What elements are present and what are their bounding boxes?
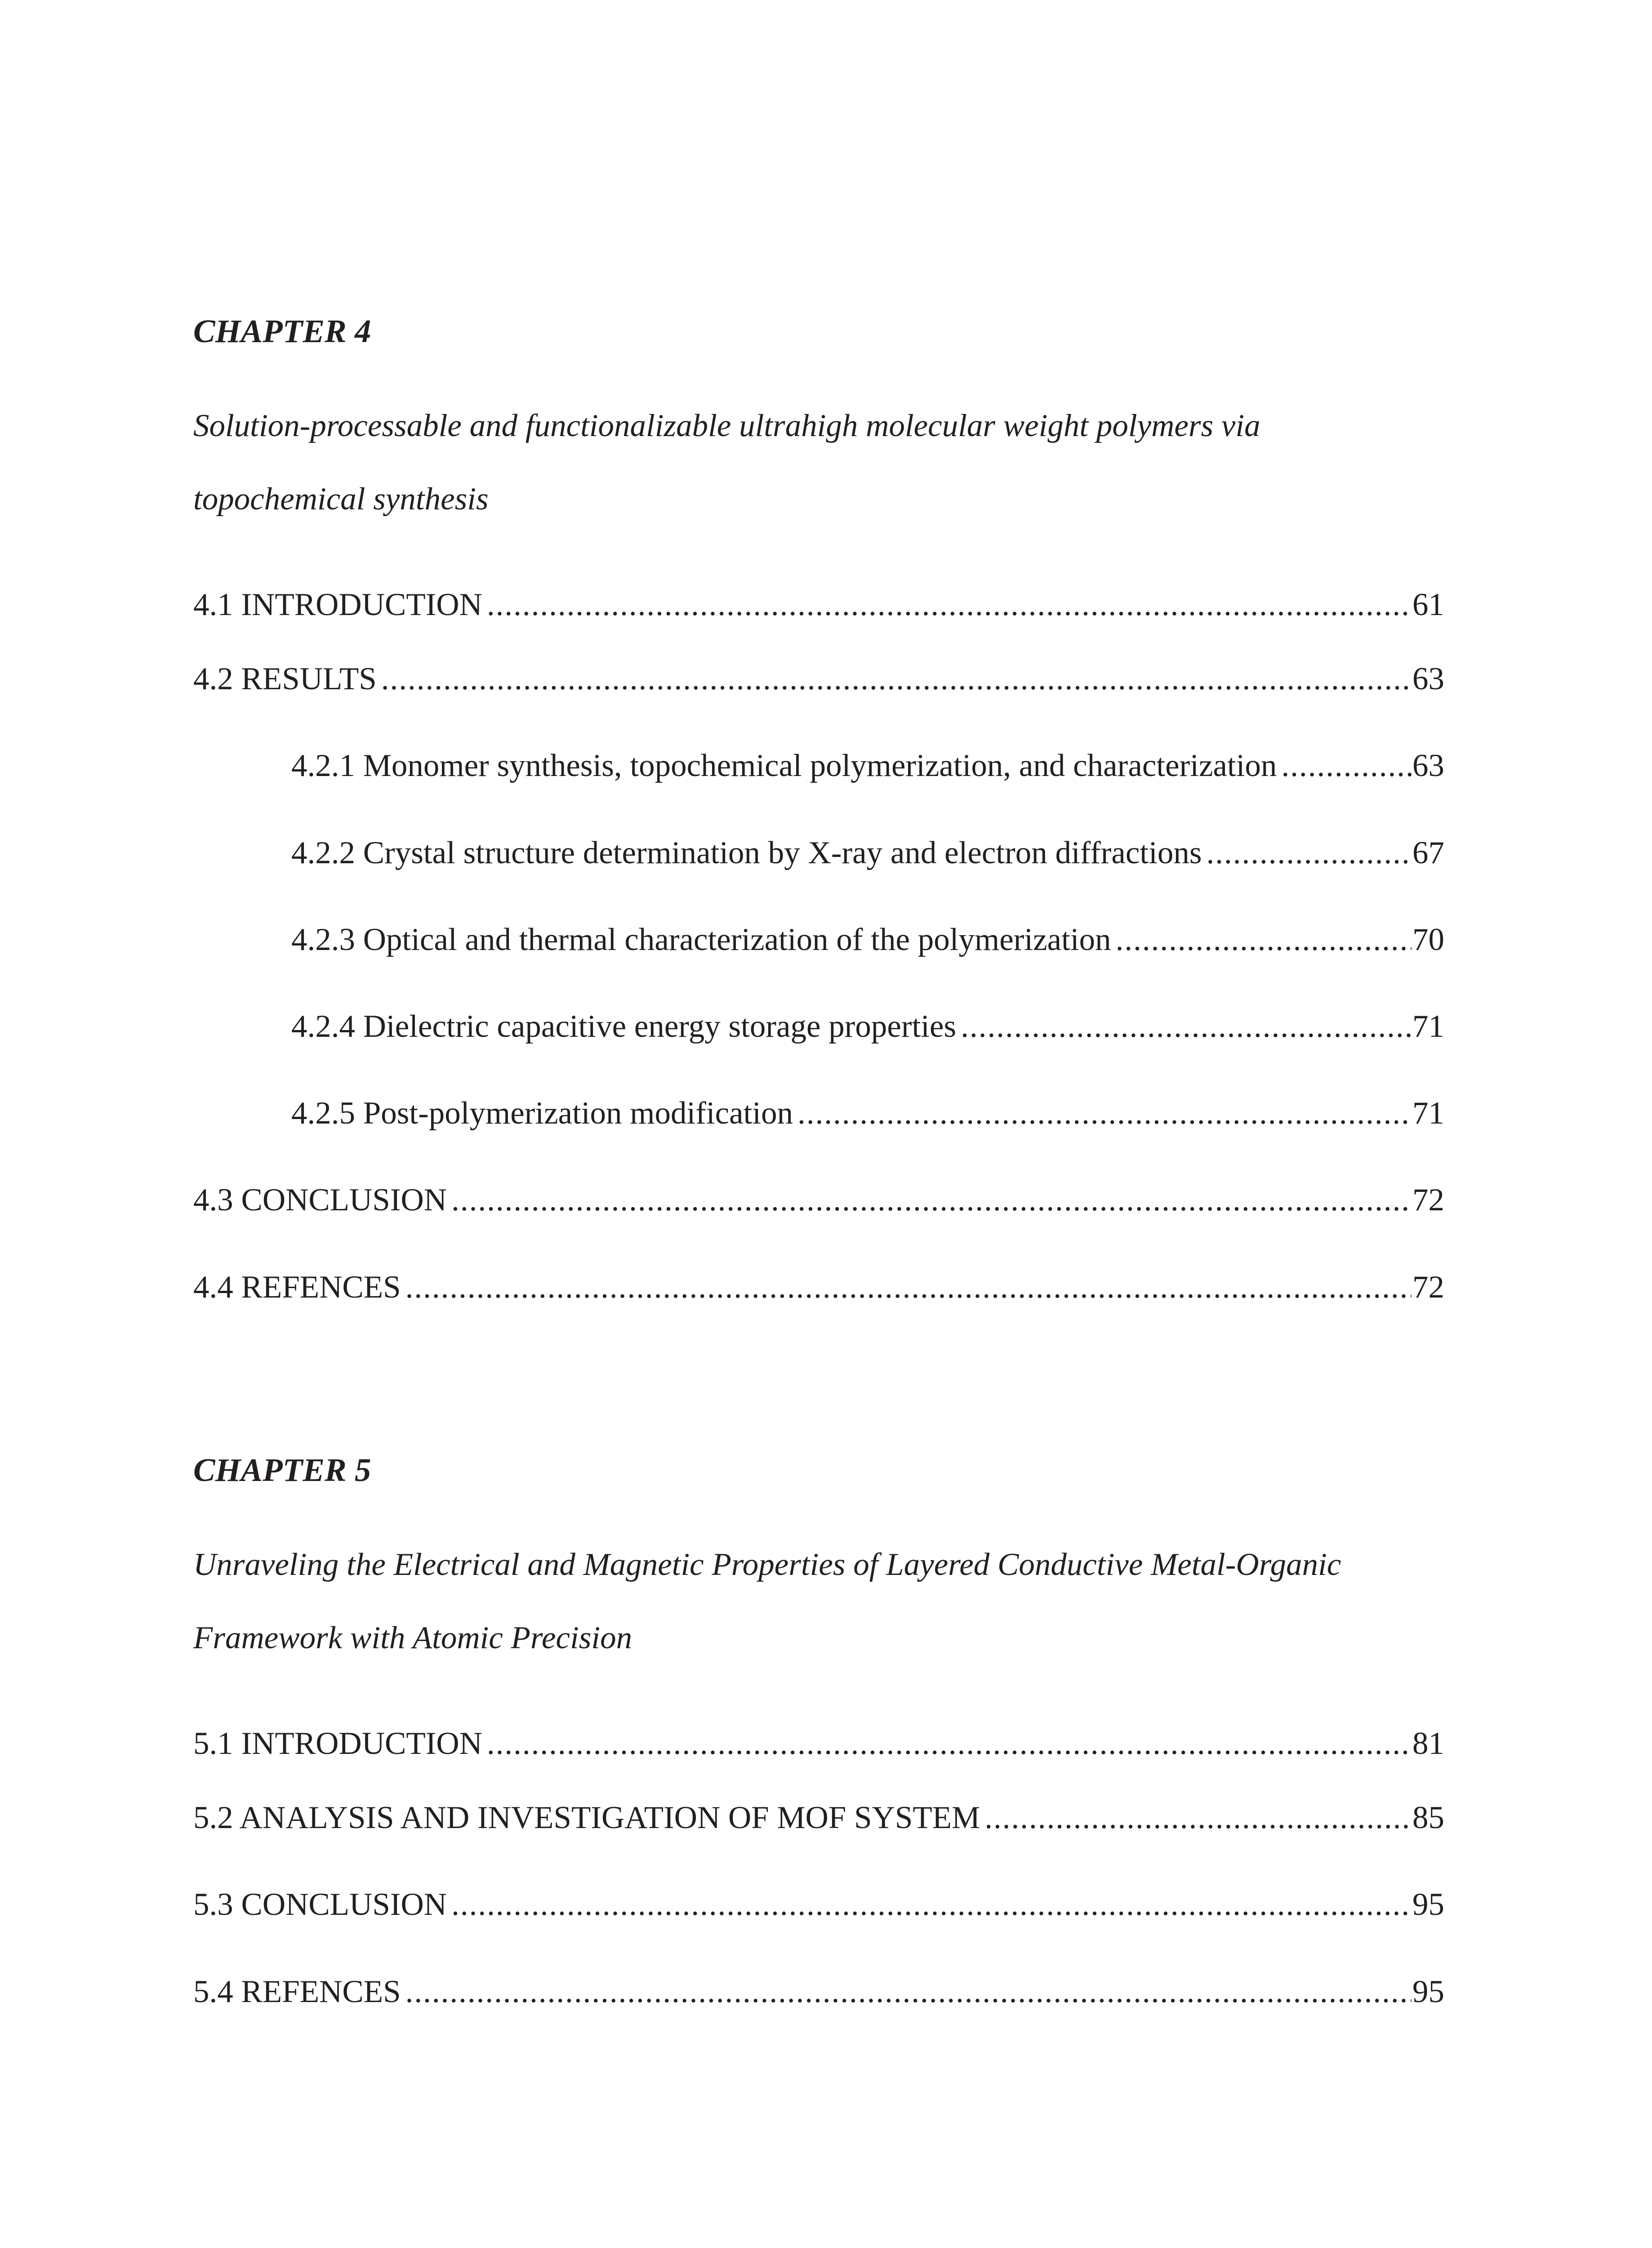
dot-leader (451, 1889, 1412, 1921)
chapter-title-line: Solution-processable and functionalizable ultrahigh molecular weight polymers via (193, 408, 1260, 443)
toc-entry-label: 5.4 REFENCES (193, 1974, 401, 2009)
toc-entry[interactable] (291, 1097, 1444, 1129)
toc-entry-label: 4.2.5 Post-polymerization modification (291, 1096, 793, 1131)
toc-entry-page: 72 (1412, 1182, 1444, 1218)
toc-entry-page: 81 (1412, 1726, 1444, 1761)
toc-entry[interactable] (193, 1802, 1444, 1834)
toc-entry-page: 61 (1412, 587, 1444, 622)
chapter-heading: CHAPTER 4 (193, 313, 371, 349)
toc-entry-label: 5.1 INTRODUCTION (193, 1726, 482, 1761)
toc-entry[interactable] (291, 924, 1444, 956)
toc-entry-label: 4.2.3 Optical and thermal characterization of the polymerization (291, 922, 1111, 957)
toc-entry-label: 4.2.4 Dielectric capacitive energy storage properties (291, 1009, 957, 1044)
toc-entry-label: 4.1 INTRODUCTION (193, 587, 482, 622)
toc-entry[interactable] (193, 1889, 1444, 1921)
chapter-heading: CHAPTER 5 (193, 1452, 371, 1488)
toc-entry-label: 4.4 REFENCES (193, 1270, 401, 1305)
toc-entry-page: 95 (1412, 1887, 1444, 1922)
toc-entry-label: 4.3 CONCLUSION (193, 1182, 447, 1218)
dot-leader (487, 589, 1412, 621)
toc-entry[interactable] (291, 837, 1444, 869)
toc-entry-page: 63 (1412, 748, 1444, 783)
toc-entry-page: 70 (1412, 922, 1444, 957)
toc-entry-page: 71 (1412, 1096, 1444, 1131)
dot-leader (405, 1271, 1412, 1303)
chapter-title-line: Unraveling the Electrical and Magnetic Properties of Layered Conductive Metal-Organic (193, 1547, 1341, 1582)
toc-entry[interactable] (193, 663, 1444, 695)
dot-leader (961, 1011, 1412, 1043)
toc-entry[interactable] (193, 1184, 1444, 1216)
toc-entry[interactable] (193, 1271, 1444, 1303)
toc-entry-page: 67 (1412, 835, 1444, 870)
dot-leader (797, 1097, 1412, 1129)
toc-entry-page: 95 (1412, 1974, 1444, 2009)
toc-entry-label: 5.3 CONCLUSION (193, 1887, 447, 1922)
dot-leader (1207, 837, 1412, 869)
toc-entry-label: 4.2.2 Crystal structure determination by X-ray and electron diffractions (291, 835, 1202, 870)
toc-entry[interactable] (291, 750, 1444, 782)
dot-leader (984, 1802, 1412, 1834)
dot-leader (381, 663, 1412, 695)
toc-entry-page: 71 (1412, 1009, 1444, 1044)
dot-leader (1116, 924, 1412, 956)
toc-entry[interactable] (193, 1976, 1444, 2008)
toc-entry-label: 4.2 RESULTS (193, 661, 377, 696)
toc-entry-page: 85 (1412, 1800, 1444, 1835)
dot-leader (487, 1728, 1412, 1760)
toc-entry-label: 5.2 ANALYSIS AND INVESTIGATION OF MOF SYSTEM (193, 1800, 980, 1835)
toc-entry[interactable] (193, 589, 1444, 621)
chapter-title-line: Framework with Atomic Precision (193, 1620, 632, 1655)
toc-entry-page: 72 (1412, 1270, 1444, 1305)
toc-entry-page: 63 (1412, 661, 1444, 696)
toc-entry-label: 4.2.1 Monomer synthesis, topochemical polymerization, and characterization (291, 748, 1277, 783)
dot-leader (451, 1184, 1412, 1216)
toc-entry[interactable] (291, 1011, 1444, 1043)
dot-leader (405, 1976, 1412, 2008)
toc-entry[interactable] (193, 1728, 1444, 1760)
dot-leader (1281, 750, 1412, 782)
chapter-title-line: topochemical synthesis (193, 482, 489, 517)
